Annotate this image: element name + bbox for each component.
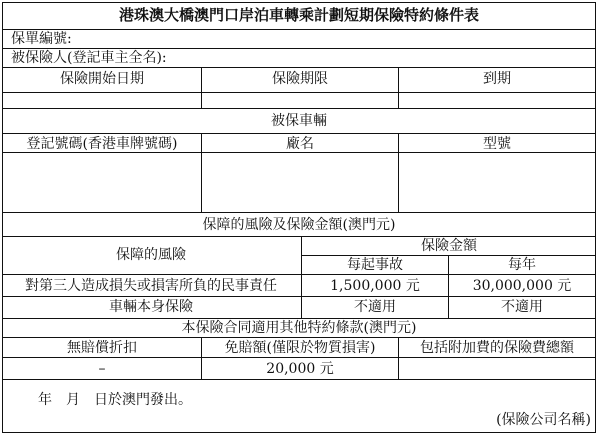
- manufacturer-label: 廠名: [286, 136, 314, 152]
- no-claim-discount-header: 無賠償折扣: [67, 340, 137, 356]
- rule: [201, 133, 202, 212]
- sum-insured-header: 保險金額: [421, 238, 477, 254]
- per-event-header: 每起事故: [347, 257, 403, 273]
- coverage-section-title: 保障的風險及保險金額(澳門元): [202, 217, 396, 233]
- excess-value: 20,000 元: [266, 361, 334, 377]
- model-label: 型號: [483, 136, 511, 152]
- insurance-term-header: 保險期限: [272, 71, 328, 87]
- expiry-header: 到期: [483, 71, 511, 87]
- coverage-risk: 對第三人造成損失或損害所負的民事責任: [25, 278, 277, 294]
- rule: [2, 357, 596, 358]
- coverage-per-year: 30,000,000 元: [472, 278, 572, 294]
- rule: [2, 379, 596, 380]
- registration-number-label: 登記號碼(香港車牌號碼): [26, 136, 178, 152]
- start-date-header: 保險開始日期: [60, 71, 144, 87]
- rule: [2, 212, 596, 213]
- excess-header: 免賠額(僅限於物質損害): [224, 340, 376, 356]
- insured-name-label: 被保險人(登記車主全名):: [11, 50, 167, 66]
- form-title: 港珠澳大橋澳門口岸泊車轉乘計劃短期保險特約條件表: [118, 6, 480, 24]
- rule: [2, 318, 596, 319]
- rule: [2, 296, 596, 297]
- rule: [2, 29, 596, 30]
- rule: [2, 48, 596, 49]
- coverage-per-event: 1,500,000 元: [330, 278, 420, 294]
- rule: [2, 337, 596, 338]
- rule: [2, 67, 596, 68]
- rule: [398, 337, 399, 379]
- insured-vehicle-section: 被保車輛: [271, 113, 327, 129]
- rule: [448, 255, 449, 318]
- rule: [201, 337, 202, 379]
- rule: [2, 92, 596, 93]
- total-premium-header: 包括附加費的保險費總額: [420, 340, 574, 356]
- coverage-per-event: 不適用: [354, 299, 396, 315]
- covered-risk-header: 保障的風險: [116, 247, 186, 263]
- special-terms-section-title: 本保險合同適用其他特約條款(澳門元): [181, 320, 417, 336]
- coverage-per-year: 不適用: [501, 299, 543, 315]
- issued-date-line: 年 月 日於澳門發出。: [38, 392, 192, 408]
- insurer-name-signature: (保險公司名稱): [496, 412, 591, 428]
- no-claim-discount-value: –: [98, 361, 106, 377]
- rule: [201, 67, 202, 108]
- rule: [398, 133, 399, 212]
- rule: [301, 236, 302, 318]
- rule: [2, 236, 596, 237]
- rule: [2, 274, 596, 275]
- coverage-risk: 車輛本身保險: [109, 299, 193, 315]
- policy-number-label: 保單編號:: [11, 31, 72, 47]
- per-year-header: 每年: [508, 257, 536, 273]
- rule: [2, 108, 596, 109]
- rule: [398, 67, 399, 108]
- rule: [2, 133, 596, 134]
- rule: [2, 152, 596, 153]
